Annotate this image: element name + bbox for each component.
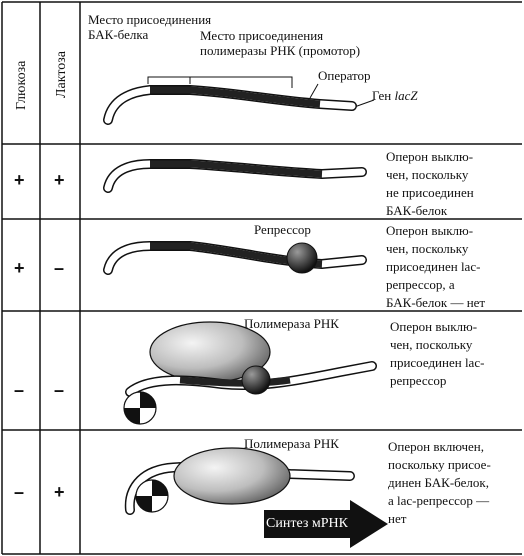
row-2-lactose: –	[54, 258, 65, 278]
dna-strand-row-1	[108, 164, 362, 188]
row-3-lactose: –	[54, 380, 65, 400]
row-3-glucose: –	[14, 380, 25, 400]
repressor-shape	[287, 243, 317, 273]
gene-label: Ген lacZ	[372, 88, 418, 103]
row-4-glucose: –	[14, 482, 25, 502]
row-4-lactose: +	[54, 482, 65, 502]
dna-strand-row-4	[130, 448, 388, 548]
lactose-header: Лактоза	[54, 50, 69, 98]
repressor-label: Репрессор	[254, 222, 311, 237]
polymerase-shape-4	[174, 448, 290, 504]
row-2-description: Оперон выклю- чен, поскольку присоединен lac- репрессор, а БАК-белок — нет	[386, 223, 486, 310]
row-1-lactose: +	[54, 170, 65, 190]
row-3-description: Оперон выклю- чен, поскольку присоединен lac- репрессор	[390, 319, 485, 388]
cap-site-label: Место присоединения БАК-белка	[88, 12, 212, 42]
polymerase-label-4: Полимераза РНК	[244, 436, 339, 451]
row-1-description: Оперон выклю- чен, поскольку не присоединен БАК-белок	[386, 149, 474, 218]
row-2-glucose: +	[14, 258, 25, 278]
row-1-glucose: +	[14, 170, 25, 190]
promoter-label: Место присоединения полимеразы РНК (промотор)	[200, 28, 361, 58]
row-4-description: Оперон включен, поскольку присое- динен БАК-белок, а lac-репрессор — нет	[388, 439, 491, 526]
dna-strand-header	[108, 90, 352, 120]
dna-strand-row-2	[108, 243, 362, 273]
mrna-synthesis-label: Синтез мРНК	[266, 516, 348, 531]
glucose-header: Глюкоза	[14, 60, 29, 110]
polymerase-label-3: Полимераза РНК	[244, 316, 339, 331]
dna-strand-row-3	[124, 322, 372, 424]
repressor-shape-3	[242, 366, 270, 394]
operator-label: Оператор	[318, 68, 371, 83]
